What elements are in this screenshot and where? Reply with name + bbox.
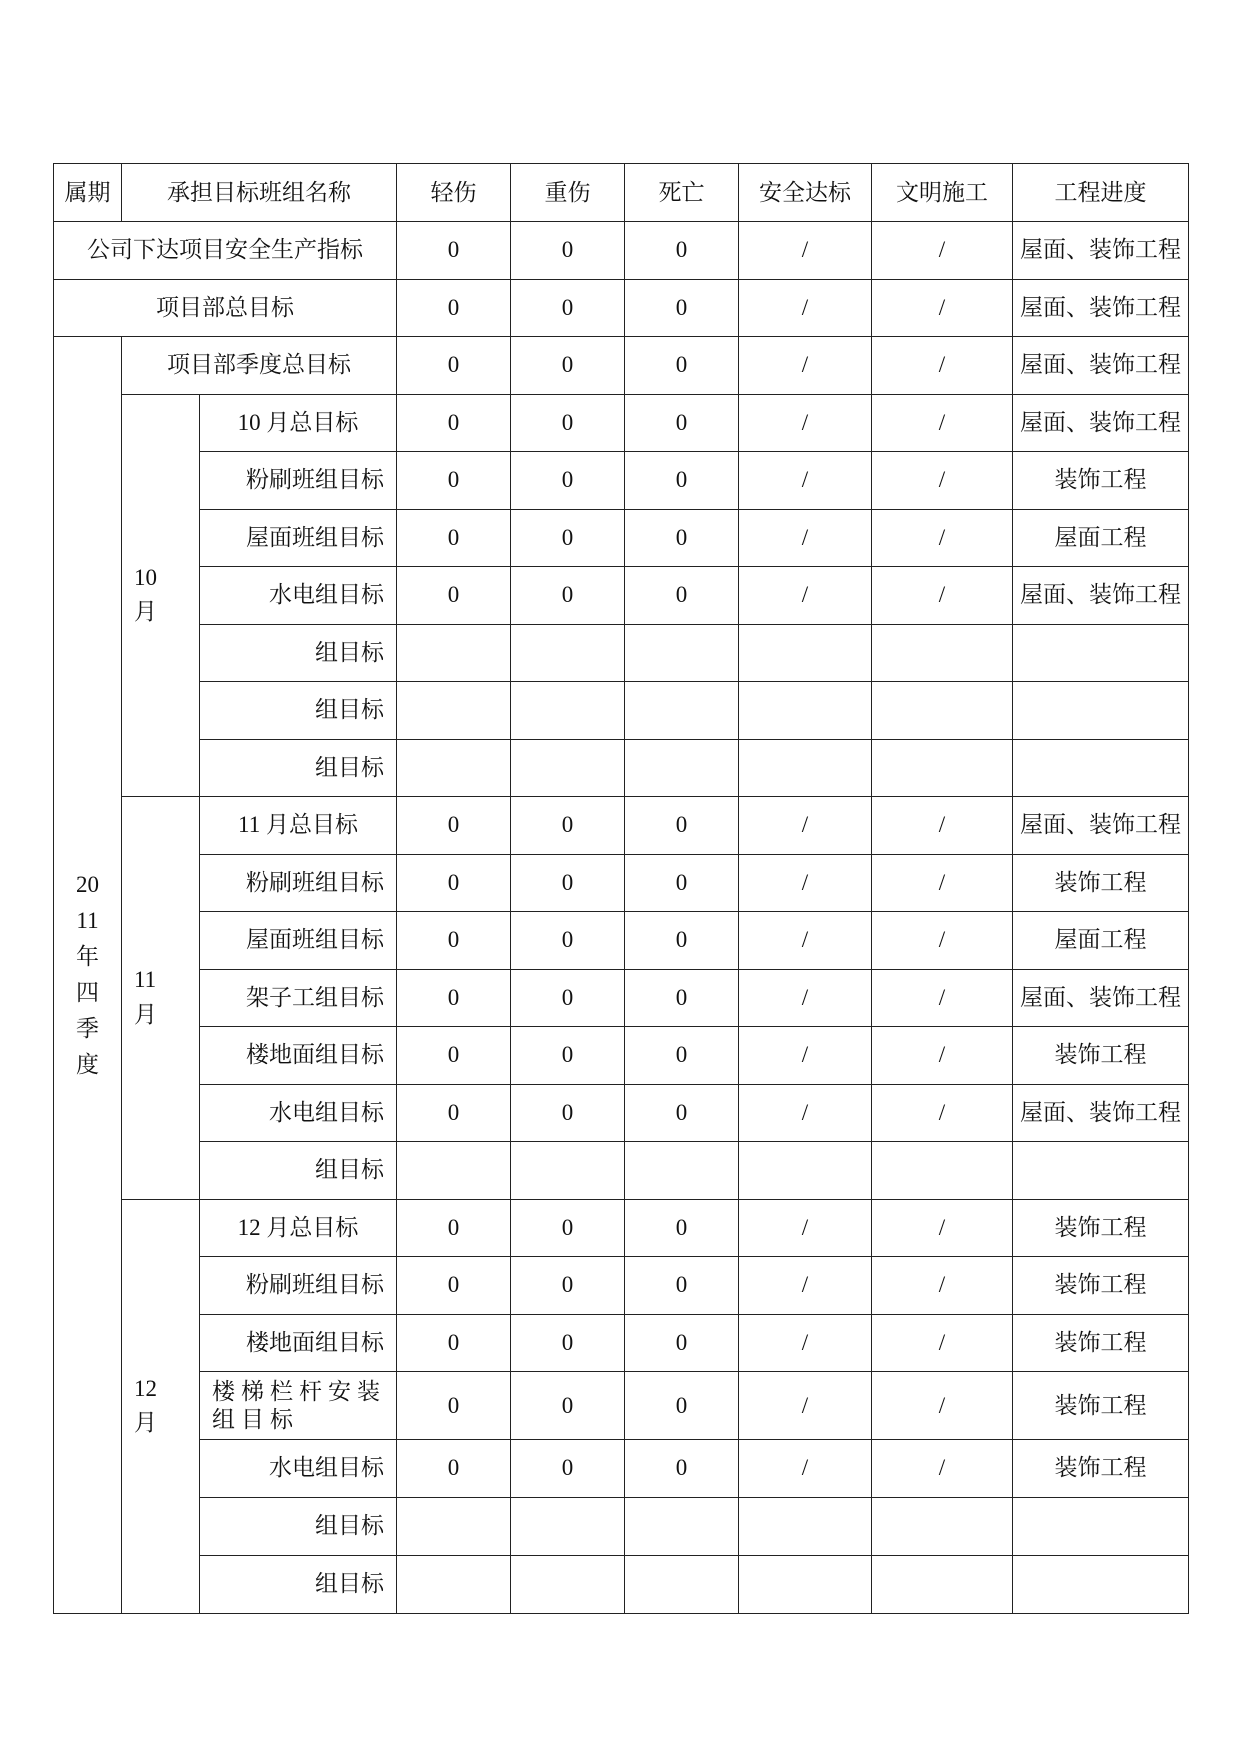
civilized-cell: / <box>872 1084 1013 1142</box>
progress-cell: 屋面、装饰工程 <box>1013 567 1189 625</box>
light-injury-cell: 0 <box>397 1199 511 1257</box>
safety-cell <box>739 1555 872 1613</box>
team-name-cell: 水电组目标 <box>200 1440 397 1498</box>
team-row <box>54 739 1189 797</box>
team-row <box>54 1142 1189 1200</box>
team-name-cell: 组目标 <box>200 624 397 682</box>
header-period: 属期 <box>54 164 122 222</box>
progress-cell: 装饰工程 <box>1013 1440 1189 1498</box>
progress-cell: 屋面、装饰工程 <box>1013 279 1189 337</box>
team-name-cell: 组目标 <box>200 682 397 740</box>
team-name-cell: 楼地面组目标 <box>200 1314 397 1372</box>
death-cell: 0 <box>625 797 739 855</box>
safety-goals-table <box>53 163 1189 1614</box>
team-name-cell: 粉刷班组目标 <box>200 1257 397 1315</box>
death-cell <box>625 1497 739 1555</box>
civilized-cell: / <box>872 394 1013 452</box>
death-cell: 0 <box>625 854 739 912</box>
team-name-cell: 粉刷班组目标 <box>200 854 397 912</box>
team-name-cell: 组目标 <box>200 1497 397 1555</box>
team-row <box>54 1084 1189 1142</box>
death-cell: 0 <box>625 394 739 452</box>
team-row <box>54 624 1189 682</box>
team-row <box>54 1257 1189 1315</box>
safety-cell: / <box>739 567 872 625</box>
serious-injury-cell <box>511 739 625 797</box>
light-injury-cell <box>397 739 511 797</box>
death-cell: 0 <box>625 1199 739 1257</box>
team-row <box>54 797 1189 855</box>
civilized-cell: / <box>872 1440 1013 1498</box>
progress-cell: 装饰工程 <box>1013 1257 1189 1315</box>
summary-row <box>54 279 1189 337</box>
team-name-cell: 屋面班组目标 <box>200 509 397 567</box>
team-row <box>54 912 1189 970</box>
summary-row-name: 公司下达项目安全生产指标 <box>54 222 397 280</box>
progress-cell: 屋面工程 <box>1013 509 1189 567</box>
safety-cell <box>739 682 872 740</box>
light-injury-cell: 0 <box>397 797 511 855</box>
quarter-label-cell <box>54 337 122 1614</box>
team-name-cell: 组目标 <box>200 1555 397 1613</box>
month-unit: 月 <box>134 599 157 625</box>
serious-injury-cell: 0 <box>511 1372 625 1440</box>
death-cell: 0 <box>625 337 739 395</box>
light-injury-cell <box>397 682 511 740</box>
light-injury-cell: 0 <box>397 1084 511 1142</box>
light-injury-cell: 0 <box>397 1257 511 1315</box>
progress-cell: 屋面、装饰工程 <box>1013 394 1189 452</box>
serious-injury-cell: 0 <box>511 854 625 912</box>
safety-cell: / <box>739 1372 872 1440</box>
team-name-cell: 楼梯栏杆安装组目标 <box>200 1372 397 1440</box>
month-unit: 月 <box>134 1410 157 1435</box>
death-cell: 0 <box>625 567 739 625</box>
header-civilized: 文明施工 <box>872 164 1013 222</box>
safety-cell: / <box>739 1440 872 1498</box>
team-name-cell: 组目标 <box>200 739 397 797</box>
month-number: 10 <box>134 564 157 590</box>
death-cell: 0 <box>625 1027 739 1085</box>
light-injury-cell: 0 <box>397 337 511 395</box>
month-unit: 月 <box>134 1001 157 1027</box>
team-row <box>54 1555 1189 1613</box>
civilized-cell <box>872 1142 1013 1200</box>
civilized-cell: / <box>872 1027 1013 1085</box>
progress-cell: 装饰工程 <box>1013 854 1189 912</box>
death-cell: 0 <box>625 279 739 337</box>
civilized-cell: / <box>872 912 1013 970</box>
serious-injury-cell: 0 <box>511 394 625 452</box>
serious-injury-cell: 0 <box>511 969 625 1027</box>
month-label <box>134 561 157 630</box>
safety-cell: / <box>739 854 872 912</box>
serious-injury-cell: 0 <box>511 1084 625 1142</box>
serious-injury-cell <box>511 1497 625 1555</box>
civilized-cell: / <box>872 452 1013 510</box>
team-name-cell: 楼地面组目标 <box>200 1027 397 1085</box>
civilized-cell: / <box>872 509 1013 567</box>
header-progress: 工程进度 <box>1013 164 1189 222</box>
progress-cell <box>1013 624 1189 682</box>
month-label-cell <box>122 1199 200 1613</box>
team-name-cell: 12 月总目标 <box>200 1199 397 1257</box>
light-injury-cell: 0 <box>397 854 511 912</box>
month-label <box>134 963 157 1032</box>
light-injury-cell: 0 <box>397 394 511 452</box>
team-row <box>54 969 1189 1027</box>
team-row <box>54 682 1189 740</box>
death-cell: 0 <box>625 1314 739 1372</box>
serious-injury-cell: 0 <box>511 567 625 625</box>
month-label-cell <box>122 797 200 1200</box>
civilized-cell: / <box>872 1372 1013 1440</box>
civilized-cell: / <box>872 969 1013 1027</box>
death-cell: 0 <box>625 1372 739 1440</box>
serious-injury-cell <box>511 624 625 682</box>
death-cell: 0 <box>625 969 739 1027</box>
civilized-cell <box>872 624 1013 682</box>
death-cell <box>625 624 739 682</box>
serious-injury-cell: 0 <box>511 337 625 395</box>
light-injury-cell: 0 <box>397 1440 511 1498</box>
serious-injury-cell: 0 <box>511 1257 625 1315</box>
death-cell: 0 <box>625 1084 739 1142</box>
progress-cell: 装饰工程 <box>1013 1314 1189 1372</box>
month-number: 11 <box>134 967 157 993</box>
civilized-cell: / <box>872 854 1013 912</box>
progress-cell <box>1013 739 1189 797</box>
summary-row-name: 项目部总目标 <box>54 279 397 337</box>
safety-cell <box>739 1497 872 1555</box>
safety-cell: / <box>739 394 872 452</box>
safety-cell: / <box>739 452 872 510</box>
quarter-total-row <box>54 337 1189 395</box>
civilized-cell: / <box>872 337 1013 395</box>
safety-cell: / <box>739 1199 872 1257</box>
progress-cell: 屋面、装饰工程 <box>1013 222 1189 280</box>
death-cell: 0 <box>625 509 739 567</box>
header-light-injury: 轻伤 <box>397 164 511 222</box>
progress-cell: 屋面、装饰工程 <box>1013 1084 1189 1142</box>
progress-cell: 屋面、装饰工程 <box>1013 969 1189 1027</box>
header-team-name: 承担目标班组名称 <box>122 164 397 222</box>
death-cell: 0 <box>625 912 739 970</box>
team-name-cell: 架子工组目标 <box>200 969 397 1027</box>
team-row <box>54 1440 1189 1498</box>
serious-injury-cell <box>511 1555 625 1613</box>
light-injury-cell: 0 <box>397 567 511 625</box>
light-injury-cell: 0 <box>397 1372 511 1440</box>
light-injury-cell: 0 <box>397 1027 511 1085</box>
progress-cell: 屋面工程 <box>1013 912 1189 970</box>
serious-injury-cell <box>511 1142 625 1200</box>
team-row <box>54 567 1189 625</box>
quarter-label: 2011年四季度 <box>76 871 99 1077</box>
team-row <box>54 509 1189 567</box>
team-name-cell: 水电组目标 <box>200 1084 397 1142</box>
month-label-cell <box>122 394 200 797</box>
civilized-cell: / <box>872 1257 1013 1315</box>
month-label <box>134 1372 157 1441</box>
header-safety: 安全达标 <box>739 164 872 222</box>
light-injury-cell <box>397 624 511 682</box>
safety-cell <box>739 624 872 682</box>
progress-cell: 装饰工程 <box>1013 452 1189 510</box>
team-row <box>54 1199 1189 1257</box>
header-serious-injury: 重伤 <box>511 164 625 222</box>
team-row <box>54 452 1189 510</box>
quarter-total-name: 项目部季度总目标 <box>122 337 397 395</box>
safety-cell: / <box>739 912 872 970</box>
progress-cell: 装饰工程 <box>1013 1199 1189 1257</box>
light-injury-cell: 0 <box>397 1314 511 1372</box>
safety-cell: / <box>739 279 872 337</box>
death-cell: 0 <box>625 1440 739 1498</box>
serious-injury-cell: 0 <box>511 222 625 280</box>
safety-cell: / <box>739 337 872 395</box>
light-injury-cell: 0 <box>397 279 511 337</box>
safety-cell: / <box>739 1084 872 1142</box>
serious-injury-cell: 0 <box>511 279 625 337</box>
civilized-cell: / <box>872 797 1013 855</box>
civilized-cell: / <box>872 1314 1013 1372</box>
team-name-cell: 10 月总目标 <box>200 394 397 452</box>
team-name-cell: 11 月总目标 <box>200 797 397 855</box>
safety-cell <box>739 739 872 797</box>
team-name-cell: 组目标 <box>200 1142 397 1200</box>
header-death: 死亡 <box>625 164 739 222</box>
team-row <box>54 1372 1189 1440</box>
team-name-cell: 粉刷班组目标 <box>200 452 397 510</box>
team-row <box>54 394 1189 452</box>
team-row <box>54 854 1189 912</box>
progress-cell <box>1013 1497 1189 1555</box>
progress-cell <box>1013 1555 1189 1613</box>
death-cell <box>625 1555 739 1613</box>
death-cell: 0 <box>625 1257 739 1315</box>
death-cell: 0 <box>625 452 739 510</box>
light-injury-cell <box>397 1497 511 1555</box>
civilized-cell <box>872 1555 1013 1613</box>
safety-cell: / <box>739 969 872 1027</box>
serious-injury-cell: 0 <box>511 1314 625 1372</box>
civilized-cell: / <box>872 279 1013 337</box>
summary-row <box>54 222 1189 280</box>
serious-injury-cell: 0 <box>511 912 625 970</box>
team-name-cell: 屋面班组目标 <box>200 912 397 970</box>
month-number: 12 <box>134 1375 157 1401</box>
serious-injury-cell: 0 <box>511 1199 625 1257</box>
serious-injury-cell: 0 <box>511 452 625 510</box>
header-row <box>54 164 1189 222</box>
progress-cell <box>1013 682 1189 740</box>
light-injury-cell <box>397 1142 511 1200</box>
civilized-cell: / <box>872 222 1013 280</box>
team-row <box>54 1497 1189 1555</box>
safety-cell: / <box>739 509 872 567</box>
progress-cell: 屋面、装饰工程 <box>1013 337 1189 395</box>
light-injury-cell: 0 <box>397 222 511 280</box>
safety-cell: / <box>739 1027 872 1085</box>
serious-injury-cell: 0 <box>511 1027 625 1085</box>
safety-cell: / <box>739 797 872 855</box>
civilized-cell <box>872 1497 1013 1555</box>
serious-injury-cell <box>511 682 625 740</box>
civilized-cell <box>872 682 1013 740</box>
progress-cell: 屋面、装饰工程 <box>1013 797 1189 855</box>
light-injury-cell: 0 <box>397 452 511 510</box>
death-cell <box>625 1142 739 1200</box>
civilized-cell: / <box>872 1199 1013 1257</box>
safety-cell: / <box>739 222 872 280</box>
safety-cell: / <box>739 1314 872 1372</box>
team-row <box>54 1314 1189 1372</box>
team-name-cell: 水电组目标 <box>200 567 397 625</box>
safety-cell: / <box>739 1257 872 1315</box>
death-cell <box>625 682 739 740</box>
serious-injury-cell: 0 <box>511 509 625 567</box>
light-injury-cell: 0 <box>397 969 511 1027</box>
death-cell: 0 <box>625 222 739 280</box>
progress-cell: 装饰工程 <box>1013 1027 1189 1085</box>
serious-injury-cell: 0 <box>511 797 625 855</box>
civilized-cell: / <box>872 567 1013 625</box>
light-injury-cell <box>397 1555 511 1613</box>
team-row <box>54 1027 1189 1085</box>
progress-cell: 装饰工程 <box>1013 1372 1189 1440</box>
safety-cell <box>739 1142 872 1200</box>
civilized-cell <box>872 739 1013 797</box>
light-injury-cell: 0 <box>397 912 511 970</box>
light-injury-cell: 0 <box>397 509 511 567</box>
serious-injury-cell: 0 <box>511 1440 625 1498</box>
progress-cell <box>1013 1142 1189 1200</box>
death-cell <box>625 739 739 797</box>
